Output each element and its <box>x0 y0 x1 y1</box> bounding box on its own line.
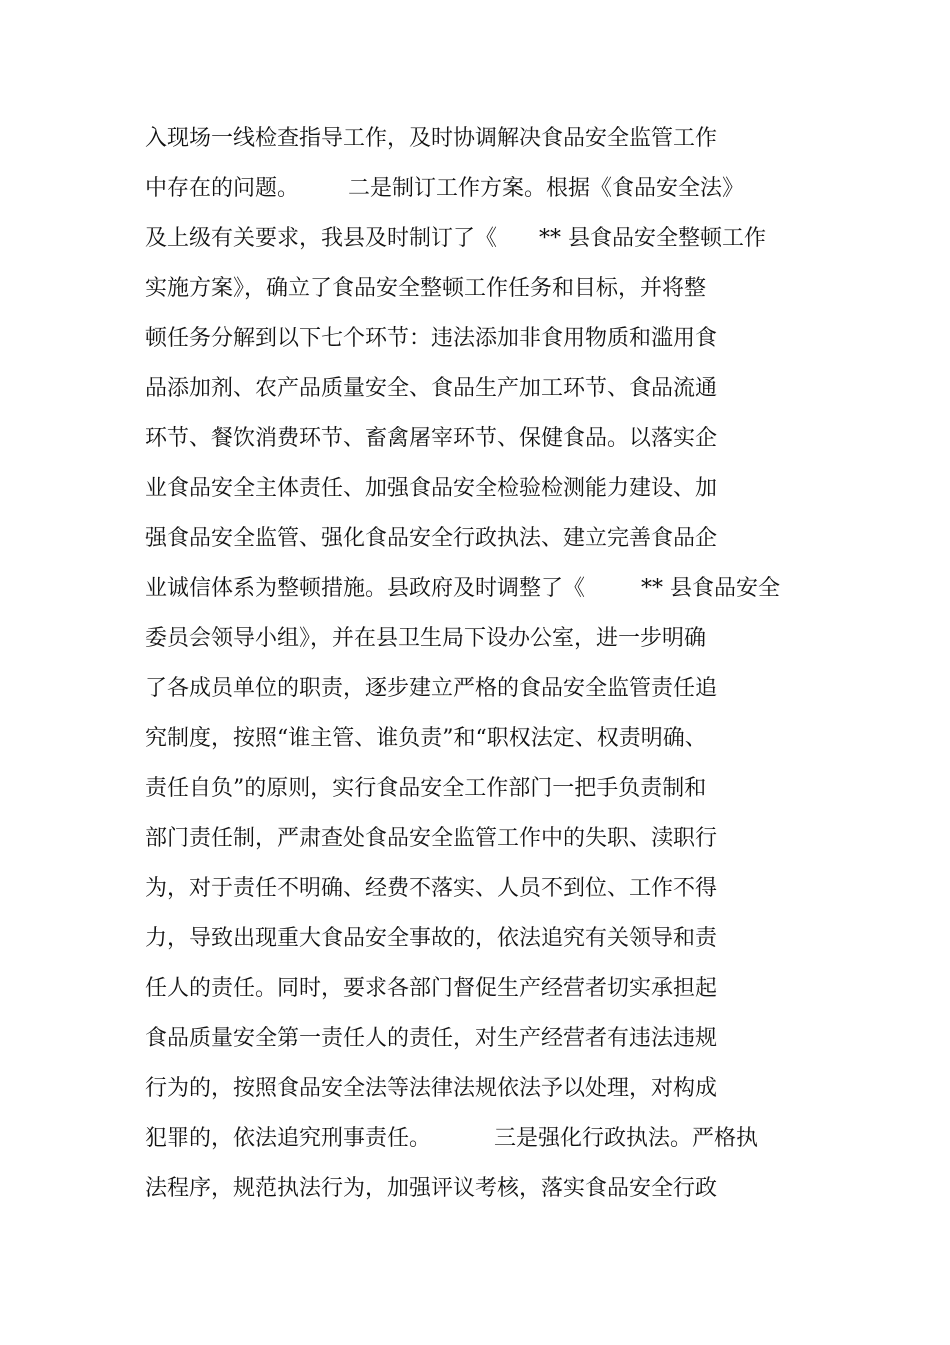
body-text-line: 犯罪的，依法追究刑事责任。 三是强化行政执法。严格执 <box>145 1126 758 1151</box>
body-text-line: 品添加剂、农产品质量安全、食品生产加工环节、食品流通 <box>145 376 718 401</box>
body-text-line: 了各成员单位的职责，逐步建立严格的食品安全监管责任追 <box>145 676 718 701</box>
body-text-line: 食品质量安全第一责任人的责任，对生产经营者有违法违规 <box>145 1026 718 1051</box>
body-text-line: 力，导致出现重大食品安全事故的，依法追究有关领导和责 <box>145 926 718 951</box>
body-text-line: 环节、餐饮消费环节、畜禽屠宰环节、保健食品。以落实企 <box>145 426 718 451</box>
body-text-line: 任人的责任。同时，要求各部门督促生产经营者切实承担起 <box>145 976 718 1001</box>
body-text-line: 实施方案》，确立了食品安全整顿工作任务和目标，并将整 <box>145 276 707 301</box>
body-text-line: 中存在的问题。 二是制订工作方案。根据《食品安全法》 <box>145 176 744 201</box>
body-text-line: 为，对于责任不明确、经费不落实、人员不到位、工作不得 <box>145 876 718 901</box>
body-text-line: 委员会领导小组》，并在县卫生局下设办公室，进一步明确 <box>145 626 707 651</box>
body-text-line: 法程序，规范执法行为，加强评议考核，落实食品安全行政 <box>145 1176 718 1201</box>
body-text-line: 究制度，按照“谁主管、谁负责”和“职权法定、权责明确、 <box>145 726 707 751</box>
body-text-line: 责任自负”的原则，实行食品安全工作部门一把手负责制和 <box>145 776 707 801</box>
body-text-line: 部门责任制，严肃查处食品安全监管工作中的失职、渎职行 <box>145 826 718 851</box>
body-text-line: 顿任务分解到以下七个环节：违法添加非食用物质和滥用食 <box>145 326 718 351</box>
body-text-line: 业诚信体系为整顿措施。县政府及时调整了《 ** 县食品安全 <box>145 576 780 601</box>
body-text-line: 入现场一线检查指导工作，及时协调解决食品安全监管工作 <box>145 126 718 151</box>
body-text-line: 行为的，按照食品安全法等法律法规依法予以处理，对构成 <box>145 1076 718 1101</box>
body-text-line: 强食品安全监管、强化食品安全行政执法、建立完善食品企 <box>145 526 718 551</box>
body-text-line: 及上级有关要求，我县及时制订了《 ** 县食品安全整顿工作 <box>145 226 766 251</box>
body-text-line: 业食品安全主体责任、加强食品安全检验检测能力建设、加 <box>145 476 718 501</box>
